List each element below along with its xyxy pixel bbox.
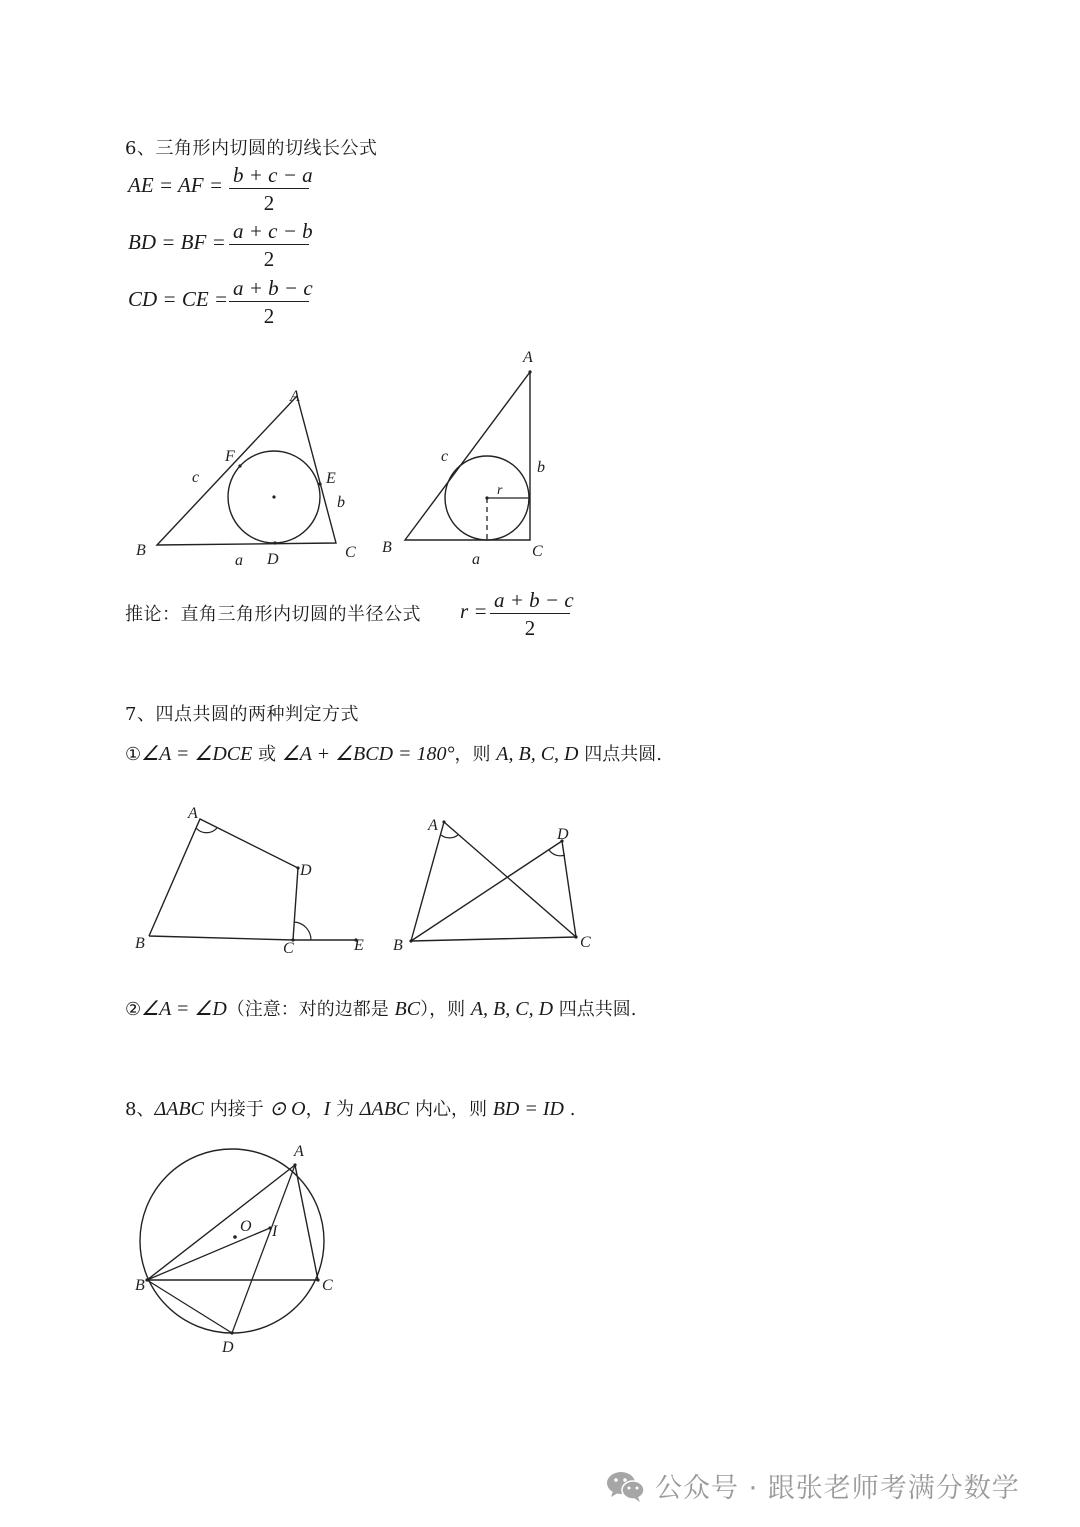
label-a: A [188, 805, 198, 822]
circled-two: ② [125, 999, 142, 1020]
fraction-denominator: 2 [263, 191, 275, 215]
points-list: A, B, C, D [496, 743, 579, 765]
fraction-numerator: b + c − a [229, 162, 309, 189]
point-a-dot [442, 820, 445, 823]
circumcircle-incenter-figure [125, 1138, 355, 1358]
label-a: A [428, 817, 438, 834]
triangle-abc [157, 396, 336, 545]
point-b-dot [145, 1278, 148, 1281]
corollary-text: 推论：直角三角形内切圆的半径公式 [125, 604, 421, 625]
label-d: D [267, 551, 279, 568]
point-e-dot [318, 482, 321, 485]
label-side-b: b [537, 459, 545, 476]
label-c: C [345, 544, 356, 561]
point-c-dot [316, 1278, 319, 1281]
label-c: C [580, 934, 591, 951]
formula-lhs: CD = CE = [128, 287, 229, 311]
quadrilateral-abcd [149, 819, 298, 940]
inscribed-text: 内接于 [203, 1099, 270, 1120]
angle-sum-equation: ∠A + ∠BCD = 180° [281, 743, 455, 765]
label-i: I [272, 1223, 278, 1240]
incircle-triangle-figure [120, 380, 380, 580]
side-bc [411, 937, 576, 941]
fraction-numerator: a + b − c [490, 587, 570, 614]
label-b: B [135, 935, 145, 952]
section7-heading: 7、四点共圆的两种判定方式 [125, 704, 359, 725]
label-b: B [382, 539, 392, 556]
crossed-quadrilateral [411, 822, 576, 941]
point-d-dot [230, 1331, 233, 1334]
exterior-angle-figure [125, 800, 385, 960]
wechat-icon [605, 1469, 647, 1503]
segment-bd [147, 1280, 232, 1333]
triangle-abc-symbol: ΔABC [154, 1098, 204, 1120]
label-r: r [497, 483, 503, 498]
angle-d-arc [549, 850, 565, 856]
segment-bi [147, 1228, 270, 1280]
fraction-denominator: 2 [524, 616, 536, 640]
side-bc: BC [394, 998, 421, 1020]
label-side-a: a [472, 551, 480, 568]
incenter-symbol: I [323, 1098, 331, 1120]
circled-one: ① [125, 744, 142, 765]
right-triangle-incircle-figure [375, 340, 575, 580]
angle-equation: ∠A = ∠DCE [141, 743, 253, 765]
label-d: D [300, 862, 312, 879]
result-equation: BD = ID [492, 1098, 564, 1120]
circumcircle-o [140, 1149, 324, 1333]
label-d: D [222, 1339, 234, 1356]
is-text: 为 [330, 1099, 360, 1120]
concyclic-text: 四点共圆. [553, 999, 637, 1020]
center-o-dot [233, 1235, 237, 1239]
concyclic-text: 四点共圆. [578, 744, 662, 765]
fraction-denominator: 2 [263, 247, 275, 271]
angle-dce-arc [294, 922, 311, 940]
angle-a-arc [196, 828, 217, 833]
label-a: A [290, 388, 300, 405]
label-b: B [393, 937, 403, 954]
fraction-denominator: 2 [263, 304, 275, 328]
heading-number: 8、 [125, 1099, 155, 1120]
fraction-numerator: a + c − b [229, 218, 309, 245]
label-b: B [135, 1277, 145, 1294]
formula-fraction [229, 218, 313, 273]
note-text-b: ），则 [420, 999, 471, 1020]
triangle-abc [147, 1165, 318, 1280]
label-side-b: b [337, 494, 345, 511]
label-c: C [532, 543, 543, 560]
incenter-dot [272, 495, 275, 498]
point-c-dot [574, 935, 577, 938]
point-a-dot [528, 370, 531, 373]
formula-lhs: AE = AF = [128, 173, 224, 197]
equal-angles-figure [385, 805, 605, 965]
condition-2 [125, 995, 637, 1021]
point-b-dot [409, 939, 412, 942]
formula-lhs: BD = BF = [128, 230, 226, 254]
angle-equation: ∠A = ∠D [141, 998, 227, 1020]
formula-fraction [229, 162, 313, 217]
comma-text: ， [305, 1099, 324, 1120]
label-f: F [225, 448, 235, 465]
right-triangle-abc [405, 372, 530, 540]
angle-a-arc [441, 835, 458, 838]
watermark [605, 1466, 1020, 1505]
incenter-text: 内心，则 [409, 1099, 493, 1120]
label-a: A [294, 1143, 304, 1160]
points-list: A, B, C, D [470, 998, 554, 1020]
label-c: C [283, 940, 294, 957]
label-side-c: c [192, 469, 200, 486]
point-a-dot [293, 1163, 296, 1166]
fraction-numerator: a + b − c [229, 275, 309, 302]
formula-fraction [229, 275, 313, 330]
period-text: . [563, 1099, 576, 1120]
label-d: D [557, 826, 569, 843]
condition-1 [125, 740, 662, 766]
label-side-a: a [235, 552, 243, 569]
then-text: ，则 [454, 744, 497, 765]
label-e: E [354, 937, 364, 954]
section6-heading: 6、三角形内切圆的切线长公式 [125, 138, 378, 159]
corollary-fraction [490, 587, 574, 642]
circle-o-symbol: ⊙ O [269, 1098, 306, 1120]
watermark-text: 公众号 · 跟张老师考满分数学 [655, 1473, 1020, 1504]
label-c: C [322, 1277, 333, 1294]
label-side-c: c [441, 448, 449, 465]
point-d-dot [273, 541, 276, 544]
triangle-abc-symbol-2: ΔABC [359, 1098, 410, 1120]
or-text: 或 [252, 744, 282, 765]
label-b: B [136, 542, 146, 559]
corollary-lhs: r = [460, 599, 488, 623]
note-text-a: （注意：对的边都是 [226, 999, 395, 1020]
point-f-dot [238, 464, 241, 467]
section8-heading [125, 1095, 575, 1121]
label-a: A [523, 349, 533, 366]
label-o: O [240, 1218, 252, 1235]
label-e: E [326, 470, 336, 487]
